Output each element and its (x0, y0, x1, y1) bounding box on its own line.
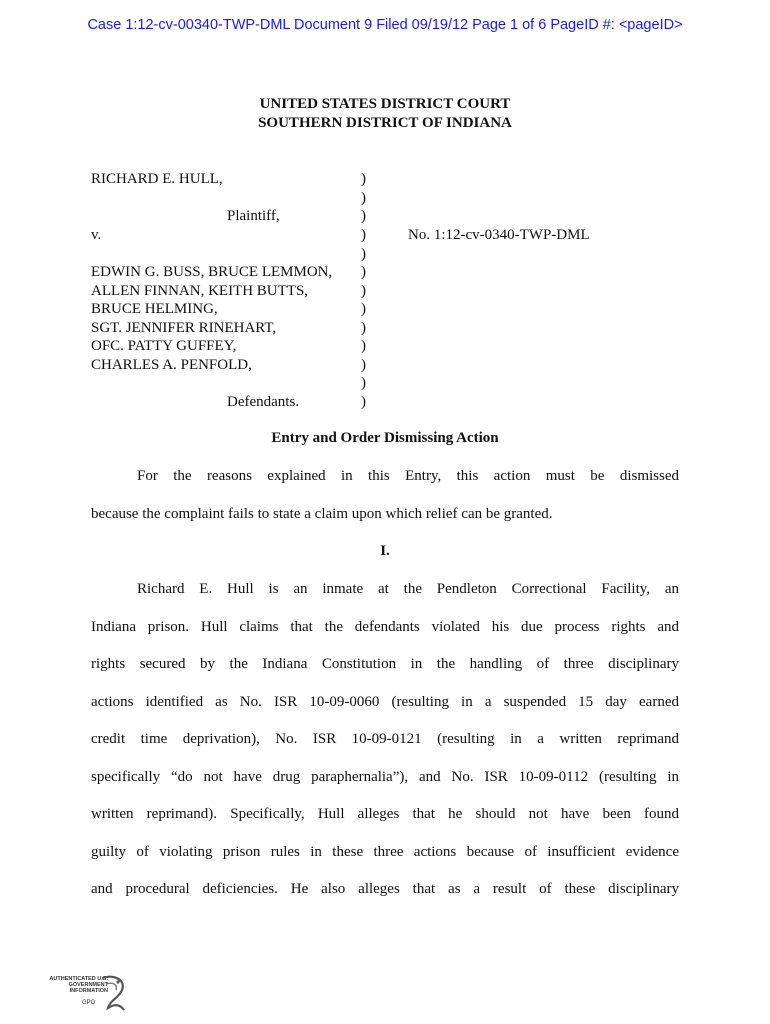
caption-paren: ) (361, 283, 366, 299)
caption-paren: ) (361, 320, 366, 336)
caption-paren: ) (361, 338, 366, 354)
caption-paren: ) (361, 301, 366, 317)
caption-party: ALLEN FINNAN, KEITH BUTTS, (91, 283, 309, 299)
body-paragraph (91, 571, 679, 909)
caption-paren: ) (361, 227, 366, 243)
caption-paren: ) (361, 190, 366, 206)
caption-paren: ) (361, 357, 366, 373)
paragraph-line: guilty of violating prison rules in these three actions because of insufficient evidence (91, 843, 679, 860)
caption-paren: ) (361, 171, 366, 187)
plaintiff-label: Plaintiff, (227, 208, 280, 224)
caption-paren: ) (361, 264, 366, 280)
paragraph-line: Indiana prison. Hull claims that the defendants violated his due process rights and (91, 618, 679, 635)
caption-party: BRUCE HELMING, (91, 301, 218, 317)
intro-paragraph (91, 458, 679, 533)
caption-party: EDWIN G. BUSS, BRUCE LEMMON, (91, 264, 333, 280)
court-line-2: SOUTHERN DISTRICT OF INDIANA (258, 115, 512, 131)
seal-caption: AUTHENTICATED U.S. GOVERNMENT INFORMATION (49, 976, 108, 994)
versus-label: v. (91, 227, 102, 243)
caption-paren: ) (361, 375, 366, 391)
caption-paren: ) (361, 394, 366, 410)
gpo-authentication-seal (44, 972, 134, 1016)
caption-party: SGT. JENNIFER RINEHART, (91, 320, 277, 336)
court-name (0, 95, 770, 133)
paragraph-line: For the reasons explained in this Entry, this action must be dismissed (137, 468, 679, 484)
caption-party: RICHARD E. HULL, (91, 171, 223, 187)
paragraph-line: and procedural deficiencies. He also alleges that as a result of these disciplinary (91, 881, 679, 897)
defendants-label: Defendants. (227, 394, 300, 410)
caption-party: CHARLES A. PENFOLD, (91, 357, 252, 373)
caption-paren: ) (361, 208, 366, 224)
paragraph-line: because the complaint fails to state a claim upon which relief can be granted. (91, 505, 553, 522)
caption-party: OFC. PATTY GUFFEY, (91, 338, 237, 354)
court-line-1: UNITED STATES DISTRICT COURT (259, 96, 511, 112)
caption-paren: ) (361, 246, 366, 262)
filing-header: Case 1:12-cv-00340-TWP-DML Document 9 Filed 09/19/12 Page 1 of 6 PageID #: <pageID> (87, 17, 683, 33)
case-number: No. 1:12-cv-0340-TWP-DML (408, 227, 590, 243)
section-heading: I. (380, 543, 390, 559)
paragraph-line: written reprimand). Specifically, Hull alleges that he should not have been found (91, 806, 679, 822)
paragraph-line: Richard E. Hull is an inmate at the Pendleton Correctional Facility, an (137, 581, 679, 597)
order-title: Entry and Order Dismissing Action (271, 430, 499, 446)
paragraph-line: credit time deprivation), No. ISR 10-09-0121 (resulting in a written reprimand (91, 731, 679, 747)
paragraph-line: rights secured by the Indiana Constitution in the handling of three disciplinary (91, 656, 679, 672)
paragraph-line: actions identified as No. ISR 10-09-0060 (resulting in a suspended 15 day earned (91, 693, 679, 710)
eagle-icon (94, 974, 128, 1014)
paragraph-line: specifically “do not have drug paraphernalia”), and No. ISR 10-09-0112 (resulting in (91, 768, 679, 785)
gpo-label: GPO (82, 1000, 96, 1006)
